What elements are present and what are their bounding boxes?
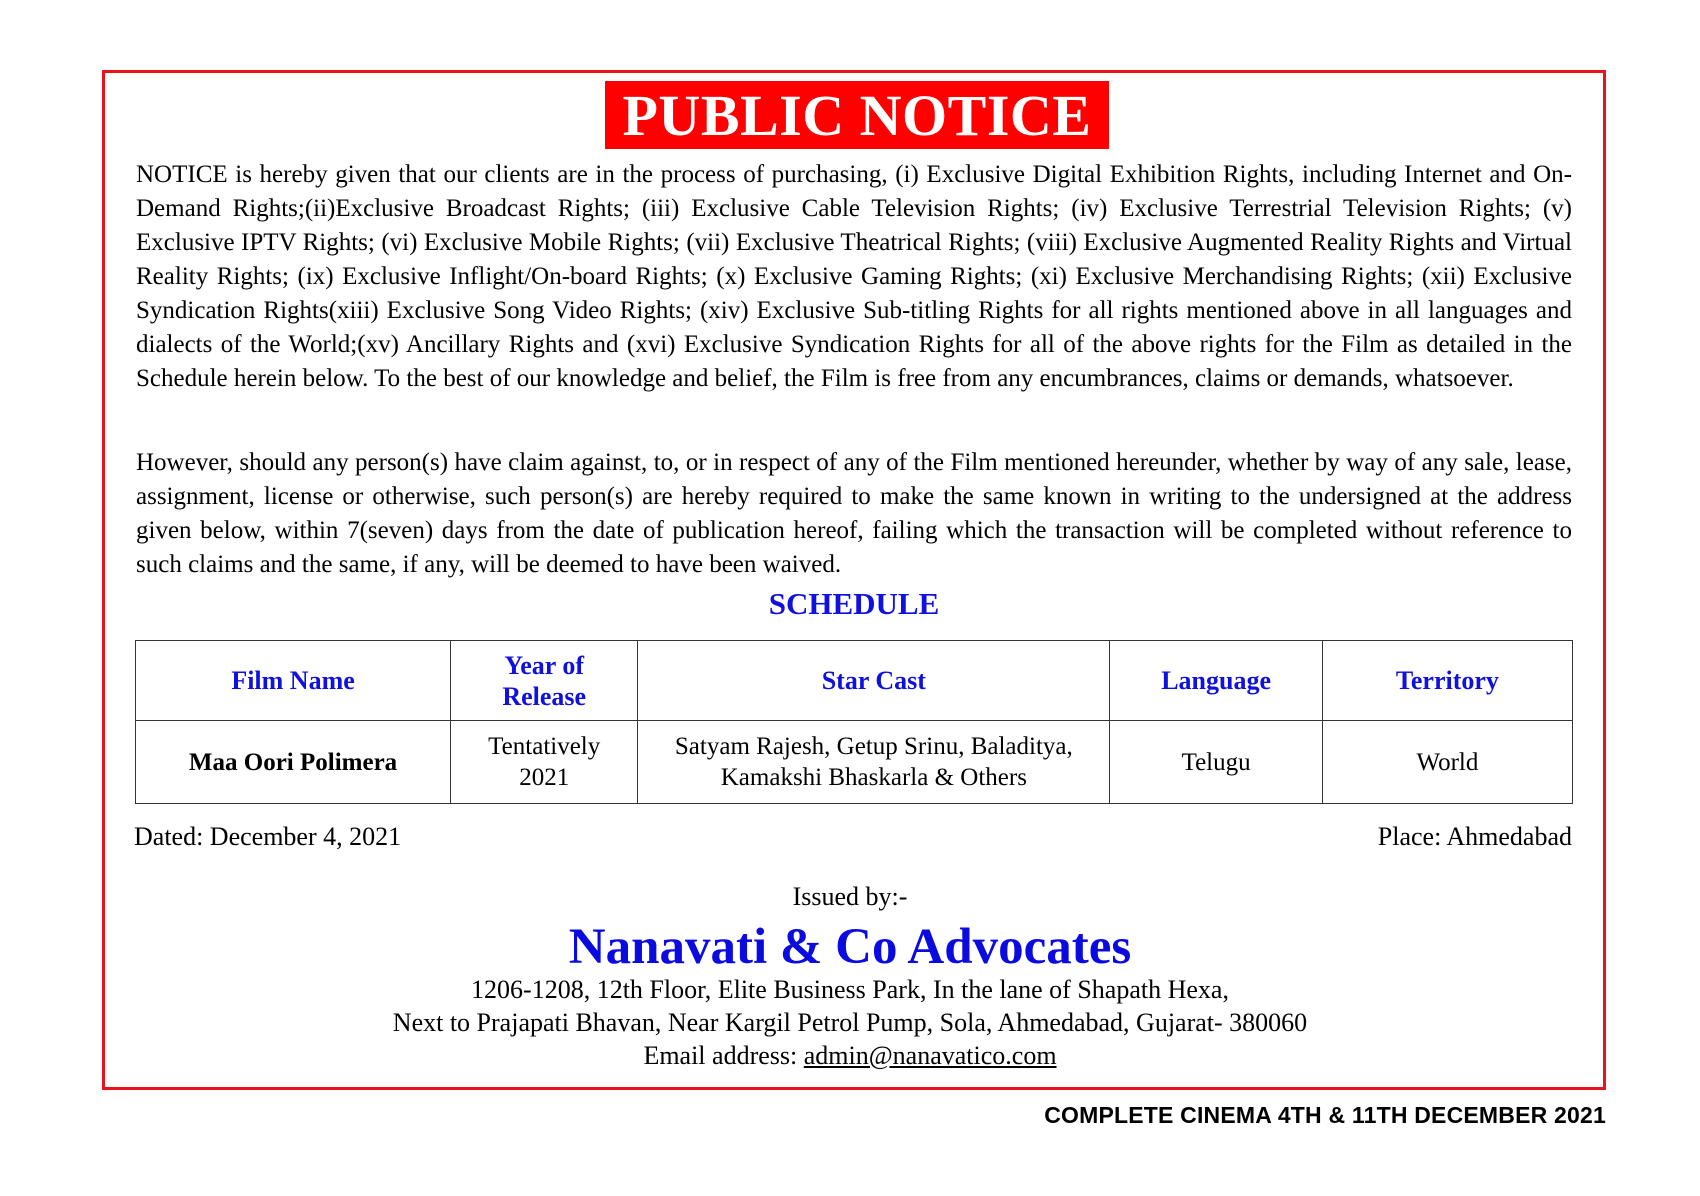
- title-container: [0, 81, 1700, 149]
- header-territory: Territory: [1322, 641, 1572, 721]
- email-line: [0, 1040, 1700, 1072]
- schedule-table: [135, 640, 1573, 804]
- notice-paragraph-2: However, should any person(s) have claim against, to, or in respect of any of the Film mentioned hereunder, whether by way of any sale, lease, assignment, license or otherwise, such person(s) are hereby required to make the same known in writing to the undersigned at the address given below, within 7(seven) days from the date of publication hereof, failing which the transaction will be completed without reference to such claims and the same, if any, will be deemed to have been waived.: [136, 449, 1572, 578]
- cell-language: Telugu: [1110, 721, 1323, 804]
- header-year-of-release: [451, 641, 638, 721]
- issued-by-label: Issued by:-: [792, 882, 908, 911]
- notice-paragraph-1: NOTICE is hereby given that our clients are in the process of purchasing, (i) Exclusive Digital Exhibition Rights, including Internet and On-Demand Rights;(ii)Exclusive Broadcast Rights; (iii) Exclusive Cable Television Rights; (iv) Exclusive Terrestrial Television Rights; (v) Exclusive IPTV Rights; (vi) Exclusive Mobile Rights; (vii) Exclusive Theatrical Rights; (viii) Exclusive Augmented Reality Rights and Virtual Reality Rights; (ix) Exclusive Inflight/On-board Rights; (x) Exclusive Gaming Rights; (xi) Exclusive Merchandising Rights; (xii) Exclusive Syndication Rights(xiii) Exclusive Song Video Rights; (xiv) Exclusive Sub-titling Rights for all rights mentioned above in all languages and dialects of the World;(xv) Ancillary Rights and (xvi) Exclusive Syndication Rights for all of the above rights for the Film as detailed in the Schedule herein below. To the best of our knowledge and belief, the Film is free from any encumbrances, claims or demands, whatsoever.: [136, 161, 1572, 392]
- dated-text: Dated: December 4, 2021: [134, 822, 402, 851]
- header-language: Language: [1110, 641, 1323, 721]
- cell-year-line-1: Tentatively: [488, 733, 601, 760]
- cell-film-name: Maa Oori Polimera: [136, 721, 451, 804]
- publication-footer: COMPLETE CINEMA 4TH & 11TH DECEMBER 2021: [1044, 1102, 1606, 1128]
- header-year-line-2: Release: [502, 681, 587, 711]
- email-link[interactable]: admin@nanavatico.com: [803, 1041, 1057, 1070]
- place-text: Place: Ahmedabad: [1377, 822, 1572, 851]
- notice-title: PUBLIC NOTICE: [605, 81, 1110, 149]
- header-star-cast: Star Cast: [638, 641, 1110, 721]
- email-label: Email address:: [643, 1041, 804, 1070]
- cell-cast-line-2: Kamakshi Bhaskarla & Others: [720, 764, 1027, 791]
- cell-territory: World: [1322, 721, 1572, 804]
- cell-year-of-release: [451, 721, 638, 804]
- cell-year-line-2: 2021: [519, 764, 570, 791]
- address-line-1: 1206-1208, 12th Floor, Elite Business Park, In the lane of Shapath Hexa,: [471, 975, 1229, 1004]
- cell-cast-line-1: Satyam Rajesh, Getup Srinu, Baladitya,: [674, 733, 1073, 760]
- firm-name: Nanavati & Co Advocates: [568, 919, 1132, 975]
- header-year-line-1: Year of: [504, 650, 585, 680]
- table-row: [136, 721, 1573, 804]
- table-header-row: [136, 641, 1573, 721]
- address-line-2: Next to Prajapati Bhavan, Near Kargil Petrol Pump, Sola, Ahmedabad, Gujarat- 380060: [392, 1008, 1308, 1037]
- header-film-name: Film Name: [136, 641, 451, 721]
- schedule-heading: SCHEDULE: [768, 586, 940, 621]
- cell-star-cast: [638, 721, 1110, 804]
